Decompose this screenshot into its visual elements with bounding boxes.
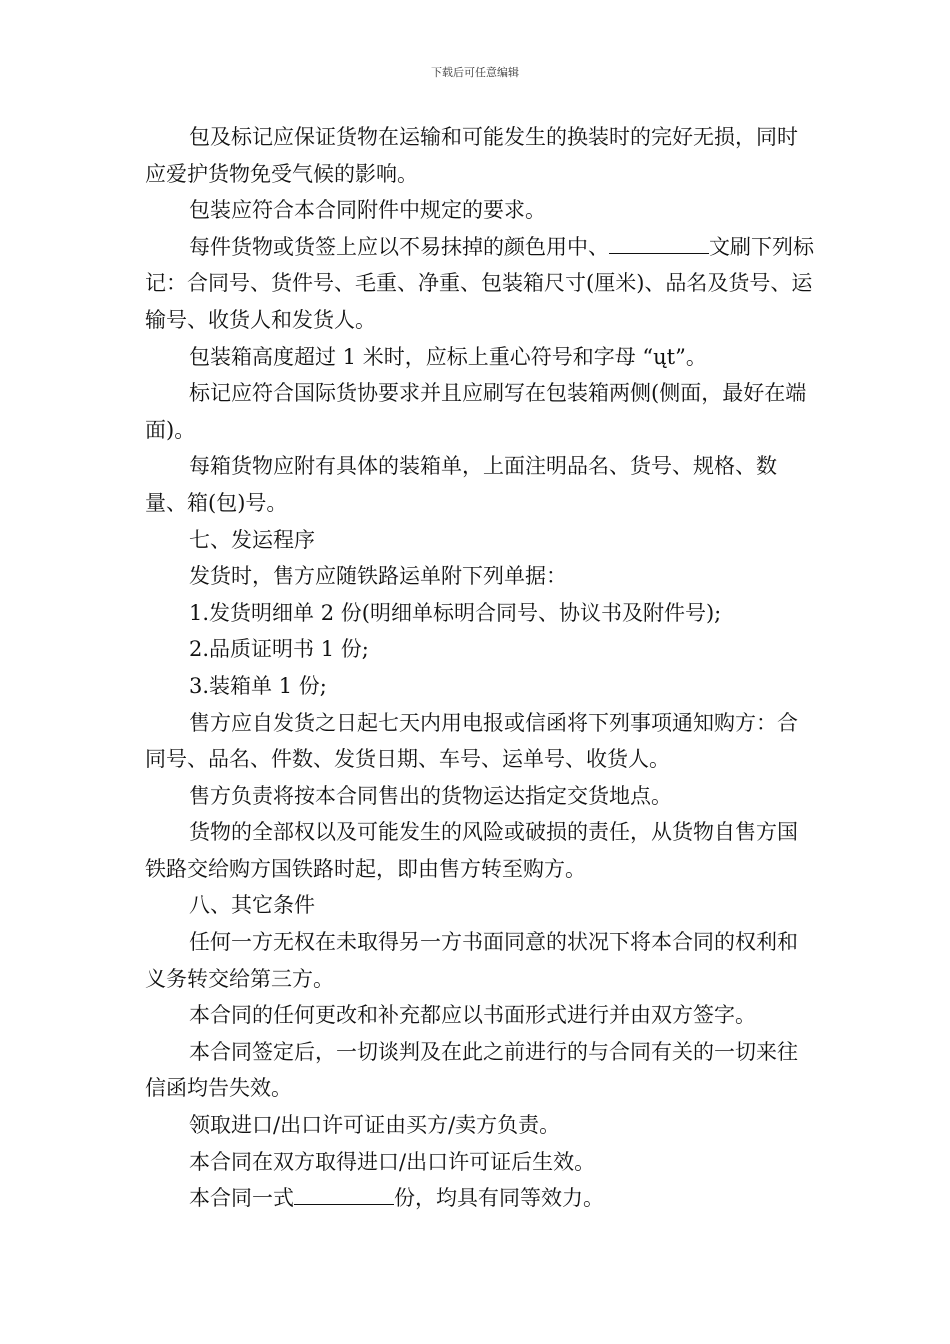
list-item-packing-list: 3.装箱单 1 份; xyxy=(189,673,327,698)
paragraph-packing-requirements: 包装应符合本合同附件中规定的要求。 xyxy=(189,198,546,223)
paragraph-assignment: 任何一方无权在未取得另一方书面同意的状况下将本合同的权利和义务转交给第三方。 xyxy=(145,930,798,991)
document-body xyxy=(145,119,815,1217)
paragraph-copies xyxy=(145,1180,815,1217)
marking-text-before: 每件货物或货签上应以不易抹掉的颜色用中、 xyxy=(189,234,609,259)
paragraph-packing-list: 每箱货物应附有具体的装箱单，上面注明品名、货号、规格、数量、箱(包)号。 xyxy=(145,454,777,515)
paragraph-amendments: 本合同的任何更改和补充都应以书面形式进行并由双方签字。 xyxy=(189,1003,756,1028)
list-item-shipping-detail: 1.发货明细单 2 份(明细单标明合同号、协议书及附件号); xyxy=(189,600,722,625)
paragraph-center-of-gravity: 包装箱高度超过 1 米时，应标上重心符号和字母 “ųt”。 xyxy=(189,344,707,369)
paragraph-risk-transfer: 货物的全部权以及可能发生的风险或破损的责任，从货物自售方国铁路交给购方国铁路时起，即由售方转至购方。 xyxy=(145,820,798,881)
paragraph-shipping-documents: 发货时，售方应随铁路运单附下列单据： xyxy=(189,564,567,589)
paragraph-license-responsibility: 领取进口/出口许可证由买方/卖方负责。 xyxy=(189,1113,561,1138)
paragraph-marking-standard: 标记应符合国际货协要求并且应刷写在包装箱两侧(侧面，最好在端面)。 xyxy=(145,381,807,442)
section-heading-shipping: 七、发运程序 xyxy=(189,527,315,552)
copies-text-before: 本合同一式 xyxy=(189,1186,294,1211)
list-item-quality-certificate: 2.品质证明书 1 份; xyxy=(189,637,369,662)
paragraph-marking xyxy=(145,229,815,339)
paragraph-delivery: 售方负责将按本合同售出的货物运达指定交货地点。 xyxy=(189,783,672,808)
paragraph-notification: 售方应自发货之日起七天内用电报或信函将下列事项通知购方：合同号、品名、件数、发货日期、车号、运单号、收货人。 xyxy=(145,710,798,772)
language-blank-field[interactable] xyxy=(609,231,709,254)
copies-text-after: 份，均具有同等效力。 xyxy=(394,1186,604,1211)
paragraph-packing-protection: 包及标记应保证货物在运输和可能发生的换装时的完好无损，同时应爱护货物免受气候的影响。 xyxy=(145,125,798,186)
paragraph-effective: 本合同在双方取得进口/出口许可证后生效。 xyxy=(189,1149,596,1174)
section-heading-other-terms: 八、其它条件 xyxy=(189,893,315,918)
copies-blank-field[interactable] xyxy=(294,1182,394,1205)
marking-text-after: 文刷下列标记：合同号、货件号、毛重、净重、包装箱尺寸(厘米)、品名及货号、运输号、收货人和发货人。 xyxy=(145,234,814,332)
paragraph-prior-correspondence: 本合同签定后，一切谈判及在此之前进行的与合同有关的一切来往信函均告失效。 xyxy=(145,1039,798,1101)
page-header: 下载后可任意编辑 xyxy=(431,66,519,79)
